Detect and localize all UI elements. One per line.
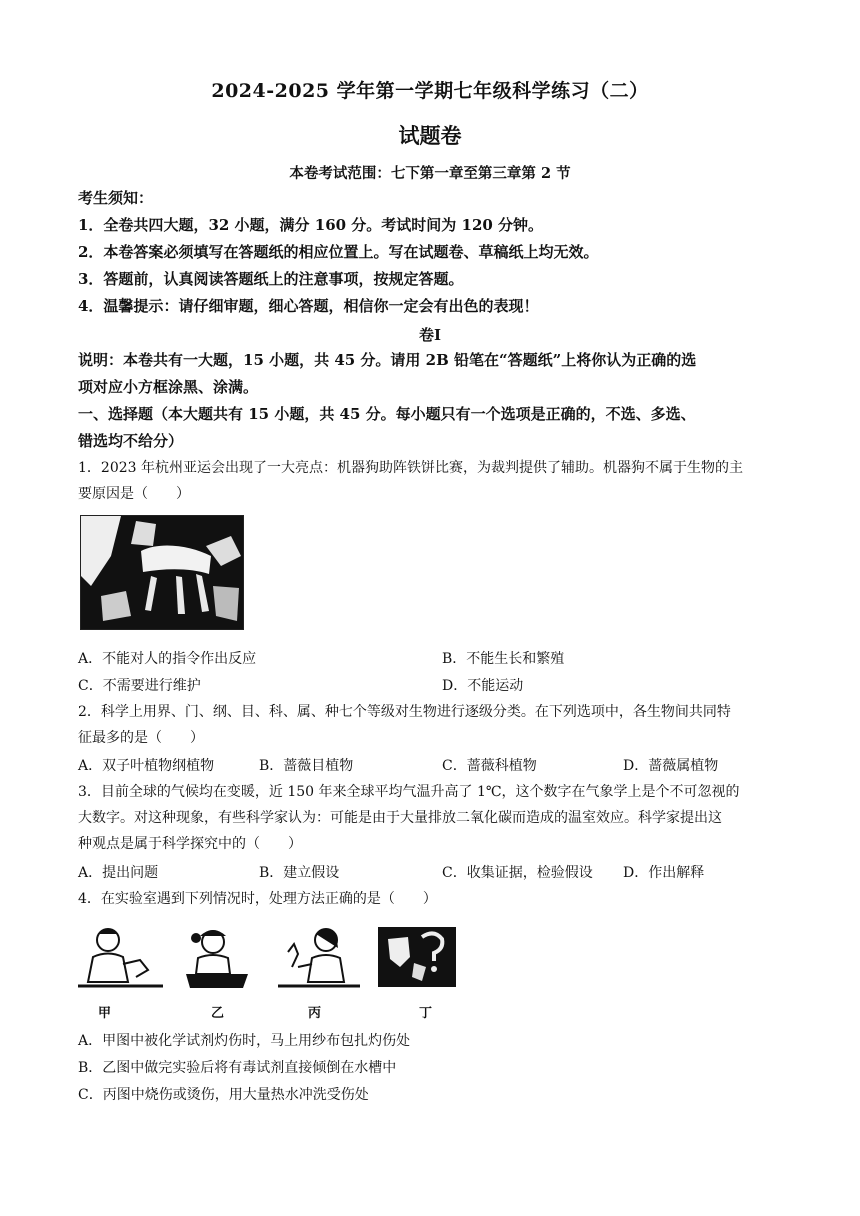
q1-stem-line2: 要原因是（ ） [78, 486, 190, 502]
exam-scope: 本卷考试范围：七下第一章至第三章第 2 节 [289, 165, 571, 182]
q3-option-a[interactable]: A．提出问题 [78, 865, 159, 881]
q2-stem-line1: 2．科学上用界、门、纲、目、科、属、种七个等级对生物进行逐级分类。在下列选项中，各生物间共同特 [78, 704, 731, 720]
figure-bing-illustration [278, 929, 360, 986]
exam-subtitle: 试题卷 [398, 123, 462, 148]
q3-option-b[interactable]: B．建立假设 [259, 865, 340, 881]
q1-stem-line1: 1．2023 年杭州亚运会出现了一大亮点：机器狗助阵铁饼比赛，为裁判提供了辅助。机器狗不属于生物的主 [78, 460, 743, 476]
q3-stem-line2: 大数字。对这种现象，有些科学家认为：可能是由于大量排放二氧化碳而造成的温室效应。科学家提出这 [78, 810, 722, 826]
q3-option-c[interactable]: C．收集证据，检验假设 [442, 865, 593, 881]
volume-label: 卷Ⅰ [418, 326, 442, 344]
figure-jia-illustration [78, 929, 163, 986]
notice-item: 4．温馨提示：请仔细审题，细心答题，相信你一定会有出色的表现！ [78, 297, 539, 315]
section-heading-line2: 错选均不给分） [78, 432, 184, 450]
q4-option-a[interactable]: A．甲图中被化学试剂灼伤时，马上用纱布包扎灼伤处 [78, 1033, 411, 1049]
volume-desc-line1: 说明：本卷共有一大题，15 小题，共 45 分。请用 2B 铅笔在“答题纸”上将你认为正确的选 [78, 351, 697, 369]
q4-option-b[interactable]: B．乙图中做完实验后将有毒试剂直接倾倒在水槽中 [78, 1060, 397, 1076]
q1-option-a[interactable]: A．不能对人的指令作出反应 [78, 651, 257, 667]
q2-stem-line2: 征最多的是（ ） [78, 730, 204, 746]
notice-item: 1．全卷共四大题，32 小题，满分 160 分。考试时间为 120 分钟。 [78, 216, 544, 234]
q1-option-b[interactable]: B．不能生长和繁殖 [442, 651, 565, 667]
notice-item: 3．答题前，认真阅读答题纸上的注意事项，按规定答题。 [78, 270, 464, 288]
exam-title: 2024-2025 学年第一学期七年级科学练习（二） [211, 80, 649, 102]
robot-dog-photo [80, 515, 244, 630]
figure-label-bing: 丙 [308, 1006, 322, 1021]
q3-stem-line1: 3．目前全球的气候均在变暖，近 150 年来全球平均气温升高了 1℃，这个数字在气象学上是个不可忽视的 [78, 784, 740, 800]
q4-stem: 4．在实验室遇到下列情况时，处理方法正确的是（ ） [78, 891, 437, 907]
section-heading-line1: 一、选择题（本大题共有 15 小题，共 45 分。每小题只有一个选项是正确的，不选、多选、 [78, 405, 696, 423]
notice-item: 2．本卷答案必须填写在答题纸的相应位置上。写在试题卷、草稿纸上均无效。 [78, 243, 599, 261]
figure-ding-illustration [378, 927, 456, 987]
figure-label-yi: 乙 [211, 1006, 225, 1021]
q2-option-a[interactable]: A．双子叶植物纲植物 [78, 758, 215, 774]
q3-stem-line3: 种观点是属于科学探究中的（ ） [78, 836, 302, 852]
figure-label-ding: 丁 [419, 1006, 433, 1021]
q2-option-c[interactable]: C．蔷薇科植物 [442, 758, 537, 774]
figure-yi-illustration [186, 930, 248, 988]
q1-option-d[interactable]: D．不能运动 [442, 678, 524, 694]
volume-desc-line2: 项对应小方框涂黑、涂满。 [78, 378, 259, 396]
q1-option-c[interactable]: C．不需要进行维护 [78, 678, 201, 694]
notice-heading: 考生须知： [78, 189, 154, 207]
q2-option-b[interactable]: B．蔷薇目植物 [259, 758, 354, 774]
q3-option-d[interactable]: D．作出解释 [623, 865, 705, 881]
q2-option-d[interactable]: D．蔷薇属植物 [623, 758, 719, 774]
q4-figure [78, 922, 458, 1022]
q4-option-c[interactable]: C．丙图中烧伤或烫伤，用大量热水冲洗受伤处 [78, 1087, 369, 1103]
figure-label-jia: 甲 [98, 1006, 112, 1021]
